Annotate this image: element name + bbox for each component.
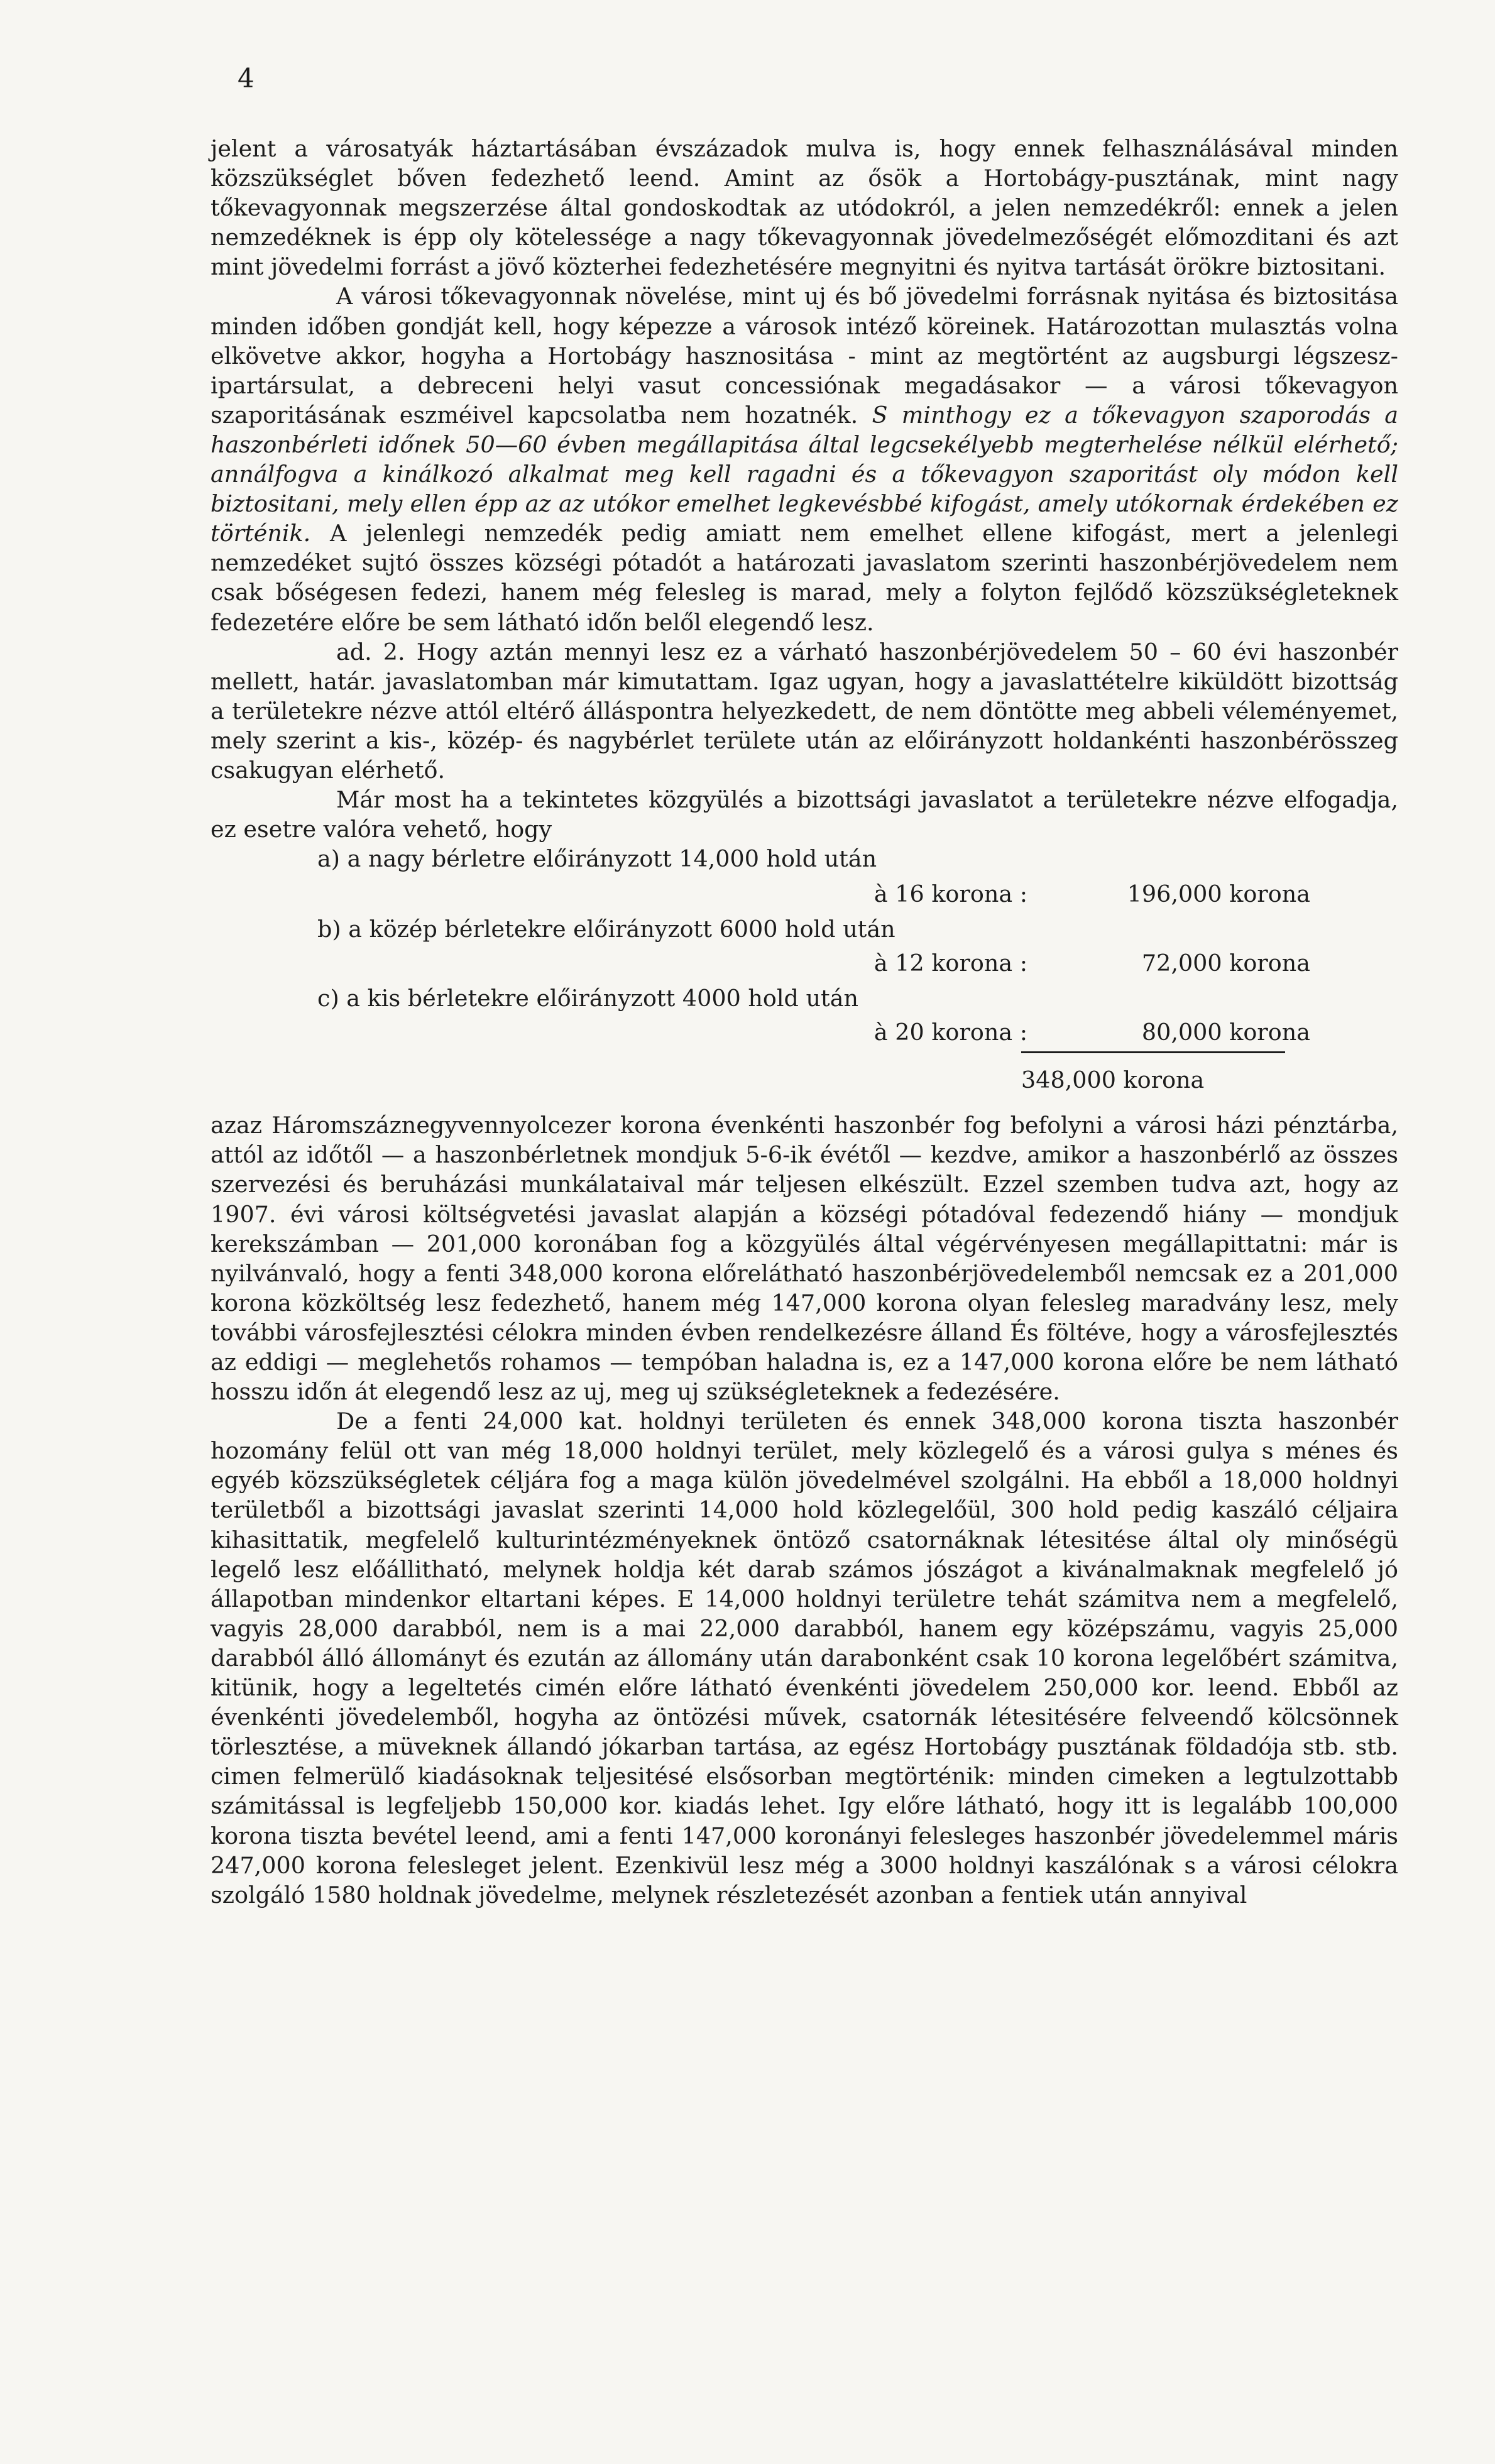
paragraph-2 [211,282,1398,637]
paragraph-3: ad. 2. Hogy aztán mennyi lesz ez a várható haszonbérjövedelem 50 – 60 évi haszonbér mellett, határ. javaslatomban már kimutattam. Igaz ugyan, hogy a javaslattételre kiküldött bizottság a területekre nézve attól eltérő álláspontra helyezkedett, de nem döntötte meg abbeli véleményemet, mely szerint a kis-, közép- és nagybérlet területe után az előirányzott holdankénti haszonbérösszeg csakugyan elérhető. [211,638,1398,784]
calc-item-b-rate: à 12 korona : [873,950,1027,977]
paragraph-2-italic: S minthogy ez a tőkevagyon szaporodás a haszonbérleti időnek 50—60 évben megállapitása által legcsekélyebb megterhelése nélkül elérhető; annálfogva a kinálkozó alkalmat meg kell ragadni és a tőkevagyon szaporitást oly módon kell biztositani, mely ellen épp az az utókor emelhet legkevésbbé kifogást, amely utókornak érdekében ez történik. [211,401,1398,547]
calc-total-amount: 348,000 korona [1021,1066,1205,1094]
calc-item-c-label: c) a kis bérletekre előirányzott 4000 hold után [317,985,858,1012]
calc-item-b-amount: 72,000 korona [1141,950,1310,977]
calc-item-b-label: b) a közép bérletekre előirányzott 6000 hold után [317,916,895,943]
paragraph-2-rest: A jelenlegi nemzedék pedig amiatt nem emelhet ellene kifogást, mert a jelenlegi nemzedéket sujtó összes községi pótadót a határozati javaslatom szerinti haszonbérjövedelem nem csak bőségesen fedezi, hanem még felesleg is marad, mely a folyton fejlődő közszükségleteknek fedezetére előre be sem látható időn belől elegendő lesz. [211,520,1399,636]
calc-item-a-amount: 196,000 korona [1127,880,1310,908]
paragraph-6: De a fenti 24,000 kat. holdnyi területen és ennek 348,000 korona tiszta haszonbér hozomány felül ott van még 18,000 holdnyi terület, mely közlegelő és a városi gulya s ménes és egyéb közszükségletek céljára fog a maga külön jövedelmével szolgálni. Ha ebből a 18,000 holdnyi területből a bizottsági javaslat szerinti 14,000 hold közlegelőül, 300 hold pedig kaszáló céljaira kihasittatik, megfelelő kulturintézményeknek öntöző csatornáknak létesitése által oly minőségü legelő lesz előállitható, melynek holdja két darab számos jószágot a kivánalmaknak megfelelő jó állapotban mindenkor eltartani képes. E 14,000 holdnyi területre tehát számitva nem a megfelelő, vagyis 28,000 darabból, nem is a mai 22,000 darabból, hanem egy középszámu, vagyis 25,000 darabból álló állományt és ezután az állomány után darabonként csak 10 korona legelőbért számitva, kitünik, hogy a legeltetés cimén előre látható évenkénti jövedelem 250,000 kor. leend. Ebből az évenkénti jövedelemből, hogyha az öntözési művek, csatornák létesitésére felveendő kölcsönnek törlesztése, a müveknek állandó jókarban tartása, az egész Hortobágy pusztának földadója stb. stb. cimen felmerülő kiadásoknak teljesitésé elsősorban megtörténik: minden cimeken a legtulzottabb számitással is legfeljebb 150,000 kor. kiadás lehet. Igy előre látható, hogy itt is legalább 100,000 korona tiszta bevétel leend, ami a fenti 147,000 koronányi felesleges haszonbér jövedelemmel máris 247,000 korona felesleget jelent. Ezenkivül lesz még a 3000 holdnyi kaszálónak s a városi célokra szolgáló 1580 holdnak jövedelme, melynek részletezését azonban a fentiek után annyival [211,1408,1398,1908]
calc-item-a-rate: à 16 korona : [873,880,1027,908]
paragraph-5: azaz Háromszáznegyvennyolcezer korona évenkénti haszonbér fog befolyni a városi házi pénztárba, attól az időtől — a haszonbérletnek mondjuk 5-6-ik évétől — kezdve, amikor a haszonbérlő az összes szervezési és beruházási munkálataival már teljesen elkészült. Ezzel szemben tudva azt, hogy az 1907. évi városi költségvetési javaslat alapján a községi pótadóval fedezendő hiány — mondjuk kerekszámban — 201,000 koronában fog a közgyülés által végérvényesen megállapittatni: már is nyilvánvaló, hogy a fenti 348,000 korona előrelátható haszonbérjövedelemből nemcsak ez a 201,000 korona közköltség lesz fedezhető, hanem még 147,000 korona olyan felesleg maradvány lesz, mely további városfejlesztési célokra minden évben rendelkezésre álland És föltéve, hogy a városfejlesztés az eddigi — meglehetős rohamos — tempóban haladna is, ez a 147,000 korona előre be nem látható hosszu időn át elegendő lesz az uj, meg uj szükségleteknek a fedezésére. [211,1112,1398,1406]
paragraph-2-text: A városi tőkevagyonnak növelése, mint uj és bő jövedelmi forrásnak nyitása és biztositása minden időben gondját kell, hogy képezze a városok intéző köreinek. Határozottan mulasztás volna elkövetve akkor, hogyha a Hortobágy hasznositása - mint az megtörtént az augsburgi légszesz-ipartársulat, a debreceni helyi vasut concessiónak megadásakor — a városi tőkevagyon szaporitásának eszméivel kapcsolatba nem hozatnék. [211,283,1398,429]
calc-item-c-rate: à 20 korona : [873,1019,1027,1046]
calc-item-c-amount: 80,000 korona [1141,1019,1310,1046]
calc-item-a-label: a) a nagy bérletre előirányzott 14,000 hold után [317,845,877,873]
sum-rule [1021,1051,1285,1053]
paragraph-1: jelent a városatyák háztartásában évszázadok mulva is, hogy ennek felhasználásával minden közszükséglet bőven fedezhető leend. Amint az ősök a Hortobágy-pusztának, mint nagy tőkevagyonnak megszerzése által gondoskodtak az utódokról, a jelen nemzedékről: ennek a jelen nemzedéknek is épp oly kötelessége a nagy tőkevagyonnak jövedelmezőségét előmozditani és azt mint jövedelmi forrást a jövő közterhei fedezhetésére megnyitni és nyitva tartását örökre biztositani. [211,135,1398,281]
calculation-table [211,844,1398,1110]
paragraph-4: Már most ha a tekintetes közgyülés a bizottsági javaslatot a területekre nézve elfogadja, ez esetre valóra vehető, hogy [211,786,1398,843]
page-number: 4 [238,63,255,94]
body-text [211,134,1398,1910]
